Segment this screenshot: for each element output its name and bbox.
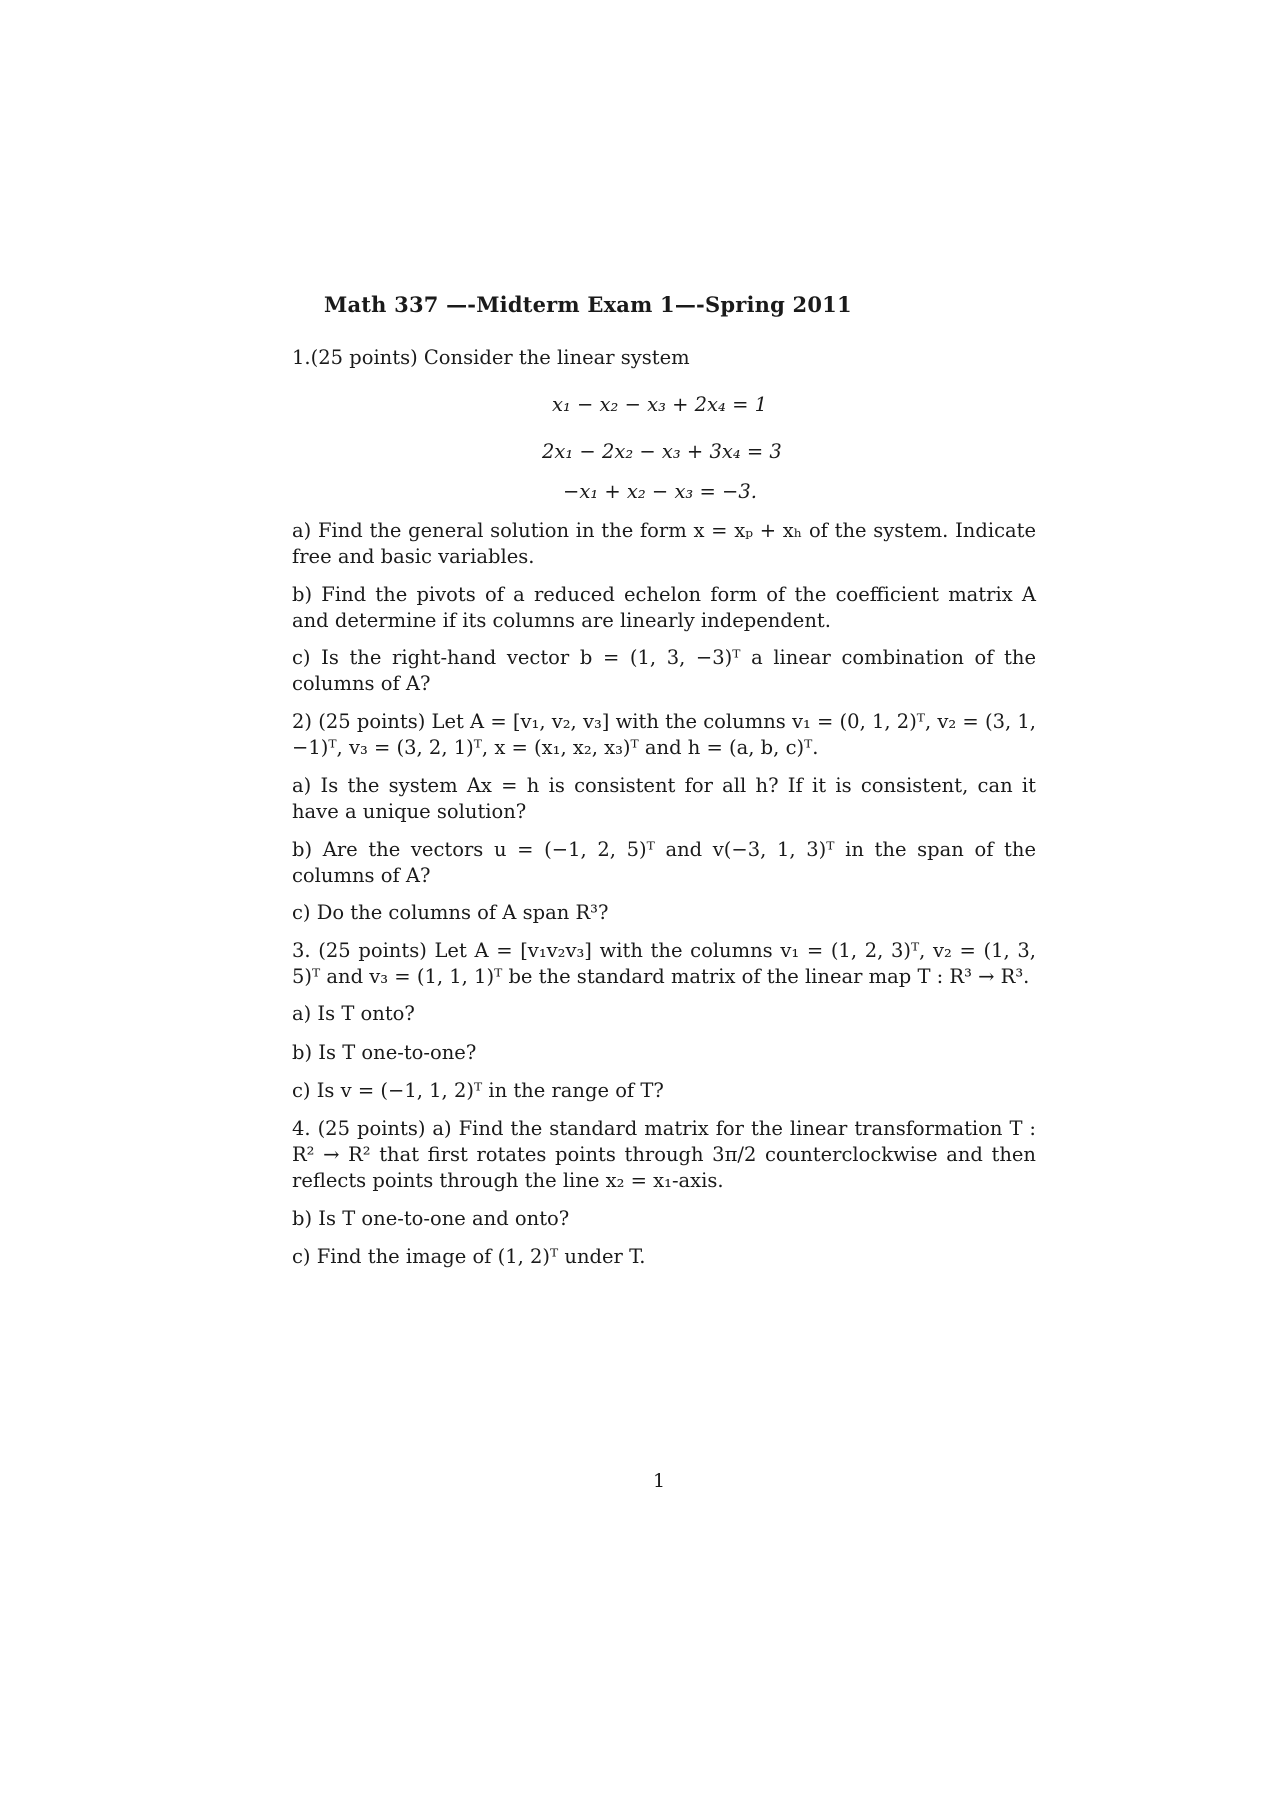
page-title: Math 337 —-Midterm Exam 1—-Spring 2011 xyxy=(324,292,852,317)
q1-part-c: c) Is the right-hand vector b = (1, 3, −3)ᵀ a linear combination of the columns of A? xyxy=(292,646,1036,695)
q2-part-b: b) Are the vectors u = (−1, 2, 5)ᵀ and v(−3, 1, 3)ᵀ in the span of the columns of A? xyxy=(292,838,1036,887)
q1-equation-1: x₁ − x₂ − x₃ + 2x₄ = 1 xyxy=(552,393,768,416)
page-number: 1 xyxy=(653,1470,666,1492)
q3-part-c: c) Is v = (−1, 1, 2)ᵀ in the range of T? xyxy=(292,1079,664,1102)
q2-intro: 2) (25 points) Let A = [v₁, v₂, v₃] with the columns v₁ = (0, 1, 2)ᵀ, v₂ = (3, 1, −1)ᵀ, v₃ = (3, 2, 1)ᵀ, x = (x₁, x₂, x₃)ᵀ and h = (a, b, c)ᵀ. xyxy=(292,710,1036,759)
q1-intro: 1.(25 points) Consider the linear system xyxy=(292,346,690,369)
q2-part-a: a) Is the system Ax = h is consistent for all h? If it is consistent, can it have a unique solution? xyxy=(292,774,1036,823)
q4-intro: 4. (25 points) a) Find the standard matrix for the linear transformation T : R² → R² that first rotates points through 3π/2 counterclockwise and then reflects points through the line x₂ = x₁-axis. xyxy=(292,1117,1036,1192)
q3-intro: 3. (25 points) Let A = [v₁v₂v₃] with the columns v₁ = (1, 2, 3)ᵀ, v₂ = (1, 3, 5)ᵀ and v₃ = (1, 1, 1)ᵀ be the standard matrix of the linear map T : R³ → R³. xyxy=(292,939,1036,988)
q2-part-c: c) Do the columns of A span R³? xyxy=(292,901,609,924)
q3-part-a: a) Is T onto? xyxy=(292,1002,415,1025)
q4-part-b: b) Is T one-to-one and onto? xyxy=(292,1207,570,1230)
q3-part-b: b) Is T one-to-one? xyxy=(292,1041,477,1064)
q1-part-a: a) Find the general solution in the form x = xₚ + xₕ of the system. Indicate free and basic variables. xyxy=(292,519,1036,568)
q1-part-b: b) Find the pivots of a reduced echelon form of the coefficient matrix A and determine if its columns are linearly independent. xyxy=(292,583,1036,632)
q1-equation-3: −x₁ + x₂ − x₃ = −3. xyxy=(563,480,757,503)
q4-part-c: c) Find the image of (1, 2)ᵀ under T. xyxy=(292,1245,646,1268)
q1-equation-2: 2x₁ − 2x₂ − x₃ + 3x₄ = 3 xyxy=(542,440,782,463)
